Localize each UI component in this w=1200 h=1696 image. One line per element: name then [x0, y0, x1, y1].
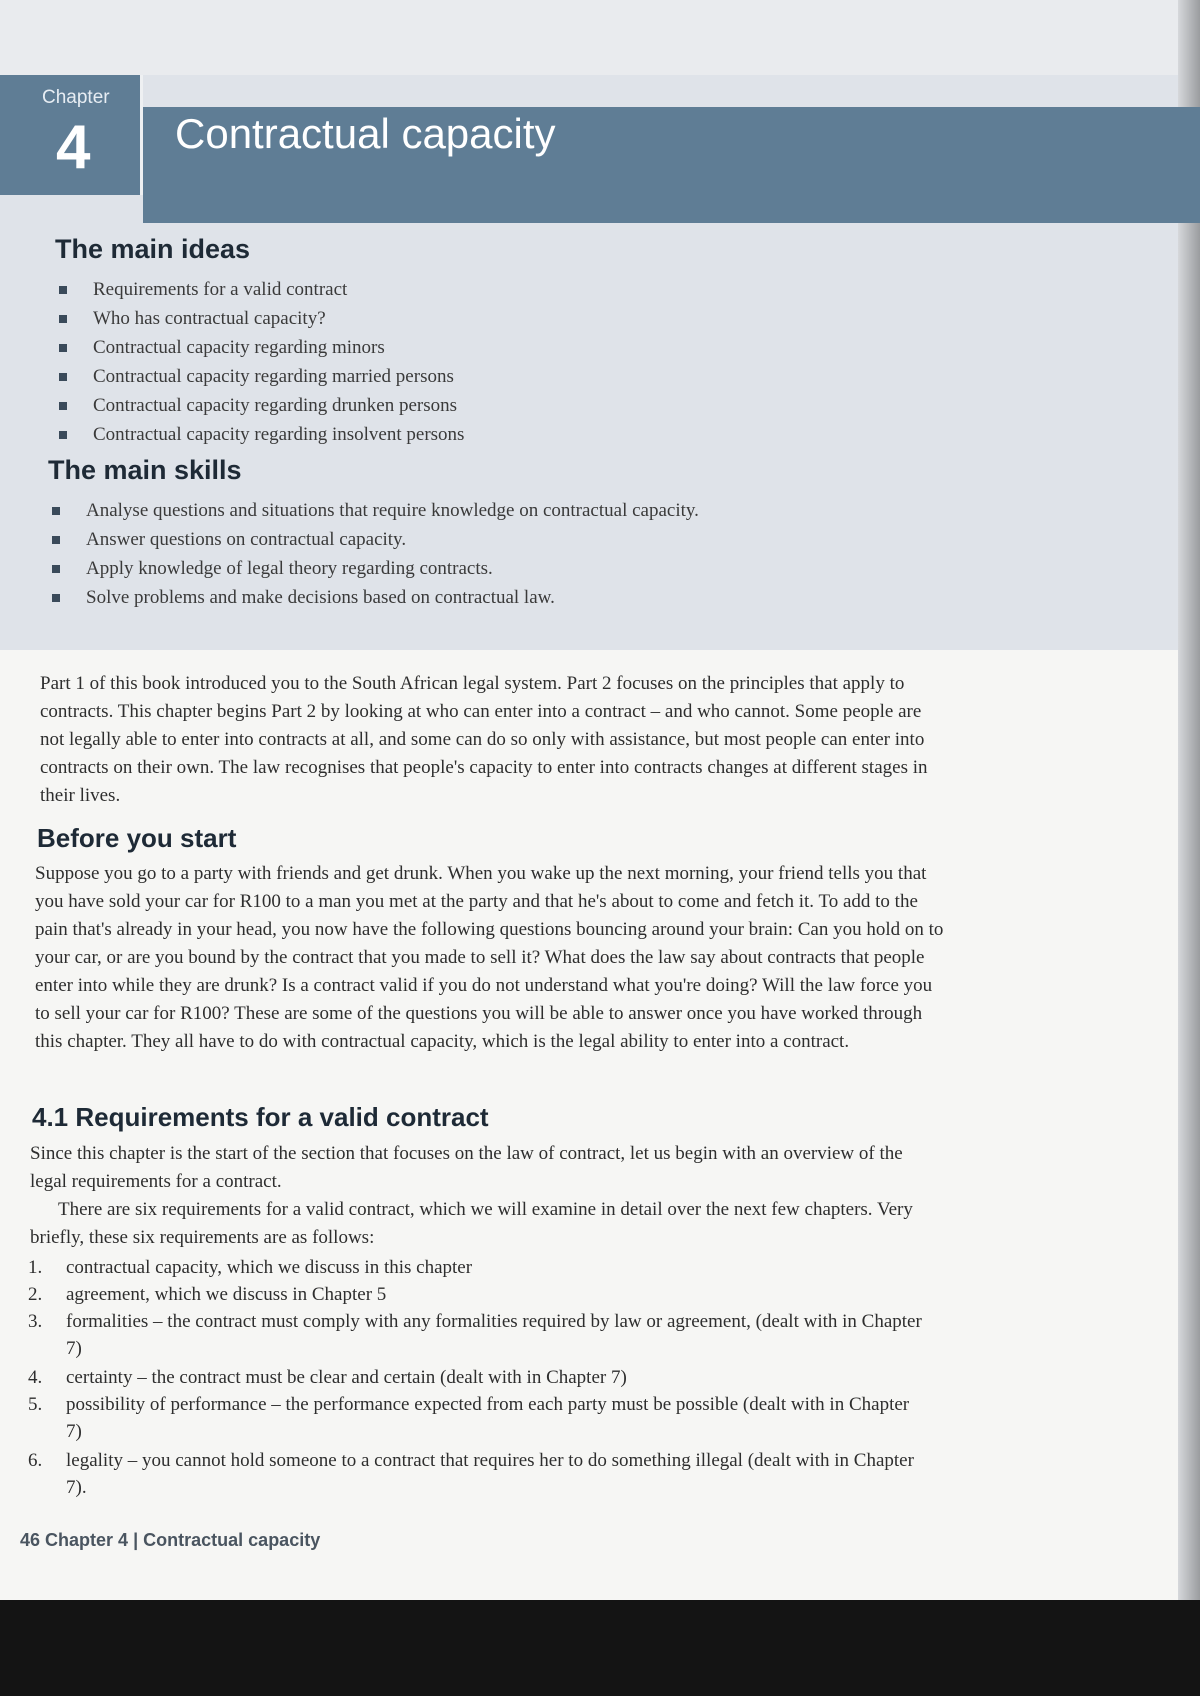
list-item: Answer questions on contractual capacity. — [48, 525, 699, 554]
before-you-start-heading: Before you start — [37, 823, 237, 853]
chapter-word: Chapter — [42, 87, 110, 108]
list-item — [28, 1254, 928, 1281]
footer-separator: | — [133, 1530, 139, 1550]
list-item — [28, 1391, 928, 1445]
list-number: 1. — [28, 1257, 43, 1278]
list-number: 5. — [28, 1394, 43, 1415]
list-text: agreement, which we discuss in Chapter 5 — [66, 1284, 387, 1305]
list-item — [28, 1281, 928, 1308]
section-4-1-heading: 4.1 Requirements for a valid contract — [32, 1102, 489, 1132]
list-item: Contractual capacity regarding minors — [55, 333, 464, 362]
page-footer — [20, 1530, 320, 1551]
chapter-number-box — [0, 75, 140, 195]
list-item: Who has contractual capacity? — [55, 304, 464, 333]
chapter-title: Contractual capacity — [175, 110, 556, 157]
main-ideas-list — [55, 275, 464, 449]
section-4-1-paragraph: There are six requirements for a valid contract, which we will examine in detail over the next few chapters. Very briefly, these six requirements are as follows: — [30, 1199, 913, 1248]
list-item: Contractual capacity regarding married persons — [55, 362, 464, 391]
intro-paragraph: Part 1 of this book introduced you to the South African legal system. Part 2 focuses on the principles that apply to contracts. This chapter begins Part 2 by looking at who can enter into a contract – and who cannot. Some people are not legally able to enter into contracts at all, and some can do so only with assistance, but most people can enter into contracts on their own. The law recognises that people's capacity to enter into contracts changes at different stages in their lives. — [40, 673, 928, 806]
section-4-1-intro: Since this chapter is the start of the section that focuses on the law of contract, let us begin with an overview of the legal requirements for a contract. — [30, 1143, 903, 1192]
list-number: 4. — [28, 1367, 43, 1388]
list-item — [28, 1447, 928, 1501]
list-item: Requirements for a valid contract — [55, 275, 464, 304]
list-text: contractual capacity, which we discuss in this chapter — [66, 1257, 473, 1278]
list-text: possibility of performance – the performance expected from each party must be possible (dealt with in Chapter 7) — [66, 1394, 910, 1442]
list-item: Solve problems and make decisions based on contractual law. — [48, 583, 699, 612]
list-number: 6. — [28, 1450, 43, 1471]
list-number: 2. — [28, 1284, 43, 1305]
list-text: certainty – the contract must be clear and certain (dealt with in Chapter 7) — [66, 1367, 627, 1388]
list-item: Contractual capacity regarding drunken persons — [55, 391, 464, 420]
footer-title: Contractual capacity — [143, 1530, 321, 1550]
before-you-start-paragraph: Suppose you go to a party with friends and get drunk. When you wake up the next morning, your friend tells you that you have sold your car for R100 to a man you met at the party and that he's about to come and fetch it. To add to the pain that's already in your head, you now have the following questions bouncing around your brain: Can you hold on to your car, or are you bound by the contract that you made to sell it? What does the law say about contracts that people enter into while they are drunk? Is a contract valid if you do not understand what you're doing? Will the law force you to sell your car for R100? These are some of the questions you will be able to answer once you have worked through this chapter. They all have to do with contractual capacity, which is the legal ability to enter into a contract. — [35, 863, 944, 1052]
chapter-number: 4 — [56, 113, 91, 182]
scan-bottom-edge — [0, 1600, 1200, 1696]
list-item: Apply knowledge of legal theory regarding contracts. — [48, 554, 699, 583]
list-text: formalities – the contract must comply with any formalities required by law or agreement, (dealt with in Chapter 7) — [66, 1311, 922, 1359]
list-number: 3. — [28, 1311, 43, 1332]
page-number: 46 — [20, 1530, 41, 1550]
list-item: Contractual capacity regarding insolvent persons — [55, 420, 464, 449]
main-skills-heading: The main skills — [48, 455, 242, 485]
main-skills-list — [48, 496, 699, 612]
main-ideas-heading: The main ideas — [55, 234, 251, 264]
list-item — [28, 1308, 928, 1362]
requirements-list — [28, 1254, 928, 1501]
page-top-margin — [0, 0, 1200, 75]
list-item — [28, 1364, 928, 1391]
list-item: Analyse questions and situations that require knowledge on contractual capacity. — [48, 496, 699, 525]
book-spine-shadow — [1178, 0, 1200, 1600]
list-text: legality – you cannot hold someone to a contract that requires her to do something illegal (dealt with in Chapter 7). — [66, 1450, 914, 1498]
footer-chapter-label: Chapter 4 — [45, 1530, 129, 1550]
